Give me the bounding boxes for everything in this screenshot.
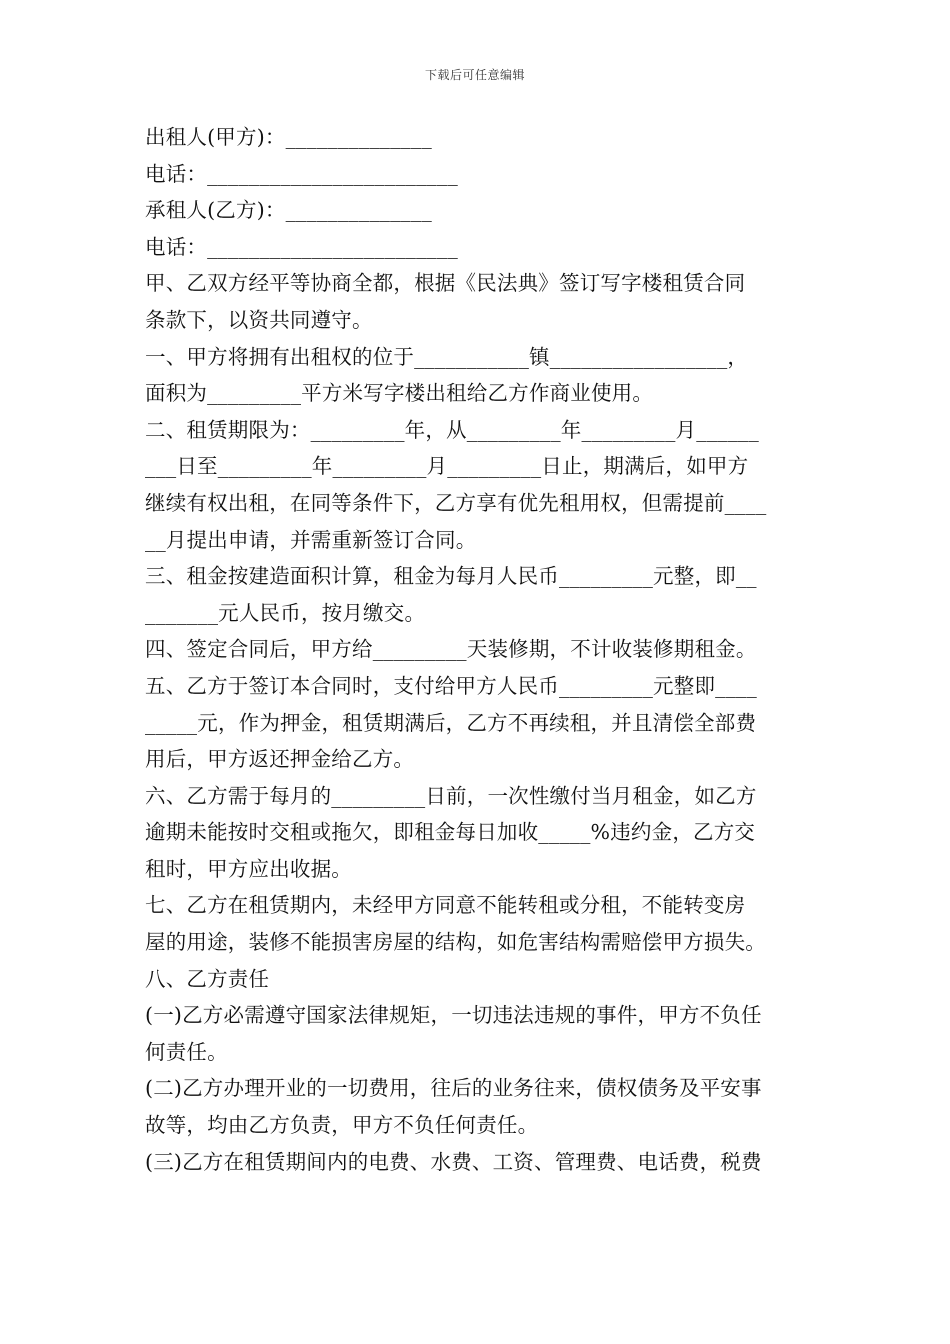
text-line: (三)乙方在租赁期间内的电费、水费、工资、管理费、电话费，税费 bbox=[145, 1149, 762, 1174]
text-line: _______元人民币，按月缴交。 bbox=[145, 600, 426, 625]
page-header: 下载后可任意编辑 bbox=[424, 68, 525, 82]
text-line: 电话：________________________ bbox=[145, 234, 458, 259]
text-line: 二、租赁期限为：_________年，从_________年_________月______ bbox=[145, 417, 759, 442]
text-line: 四、签定合同后，甲方给_________天装修期，不计收装修期租金。 bbox=[145, 637, 757, 662]
text-line: 租时，甲方应出收据。 bbox=[145, 856, 352, 881]
text-line: (一)乙方必需遵守国家法律规矩，一切违法违规的事件，甲方不负任 bbox=[145, 1003, 762, 1028]
text-line: __月提出申请，并需重新签订合同。 bbox=[145, 527, 477, 552]
contract-body bbox=[145, 119, 813, 1180]
text-line: 三、租金按建造面积计算，租金为每月人民币_________元整，即__ bbox=[145, 564, 757, 589]
text-line: 故等，均由乙方负责，甲方不负任何责任。 bbox=[145, 1113, 539, 1138]
text-line: 屋的用途，装修不能损害房屋的结构，如危害结构需赔偿甲方损失。 bbox=[145, 930, 766, 955]
text-line: 继续有权出租，在同等条件下，乙方享有优先租用权，但需提前____ bbox=[145, 490, 767, 515]
text-line: 条款下，以资共同遵守。 bbox=[145, 307, 373, 332]
text-line: 逾期未能按时交租或拖欠，即租金每日加收_____%违约金，乙方交 bbox=[145, 820, 756, 845]
text-line: 出租人(甲方)：______________ bbox=[145, 125, 432, 149]
text-line: (二)乙方办理开业的一切费用，往后的业务往来，债权债务及平安事 bbox=[145, 1076, 762, 1101]
text-line: 甲、乙双方经平等协商全都，根据《民法典》签订写字楼租赁合同 bbox=[145, 271, 746, 296]
text-line: 六、乙方需于每月的_________日前，一次性缴付当月租金，如乙方 bbox=[145, 783, 757, 808]
text-line: 一、甲方将拥有出租权的位于___________镇_________________， bbox=[145, 344, 749, 369]
text-line: 何责任。 bbox=[145, 1039, 228, 1064]
text-line: _____元，作为押金，租赁期满后，乙方不再续租，并且清偿全部费 bbox=[145, 710, 757, 735]
text-line: 五、乙方于签订本合同时，支付给甲方人民币_________元整即____ bbox=[145, 673, 757, 698]
text-line: 电话：________________________ bbox=[145, 161, 458, 186]
text-line: 七、乙方在租赁期内，未经甲方同意不能转租或分租，不能转变房 bbox=[145, 893, 746, 918]
text-line: 面积为_________平方米写字楼出租给乙方作商业使用。 bbox=[145, 381, 654, 406]
text-line: 用后，甲方返还押金给乙方。 bbox=[145, 747, 415, 772]
text-line: 承租人(乙方)：______________ bbox=[145, 198, 432, 223]
text-line: ___日至_________年_________月_________日止，期满后，如甲方 bbox=[145, 454, 749, 479]
text-line: 八、乙方责任 bbox=[145, 966, 270, 991]
